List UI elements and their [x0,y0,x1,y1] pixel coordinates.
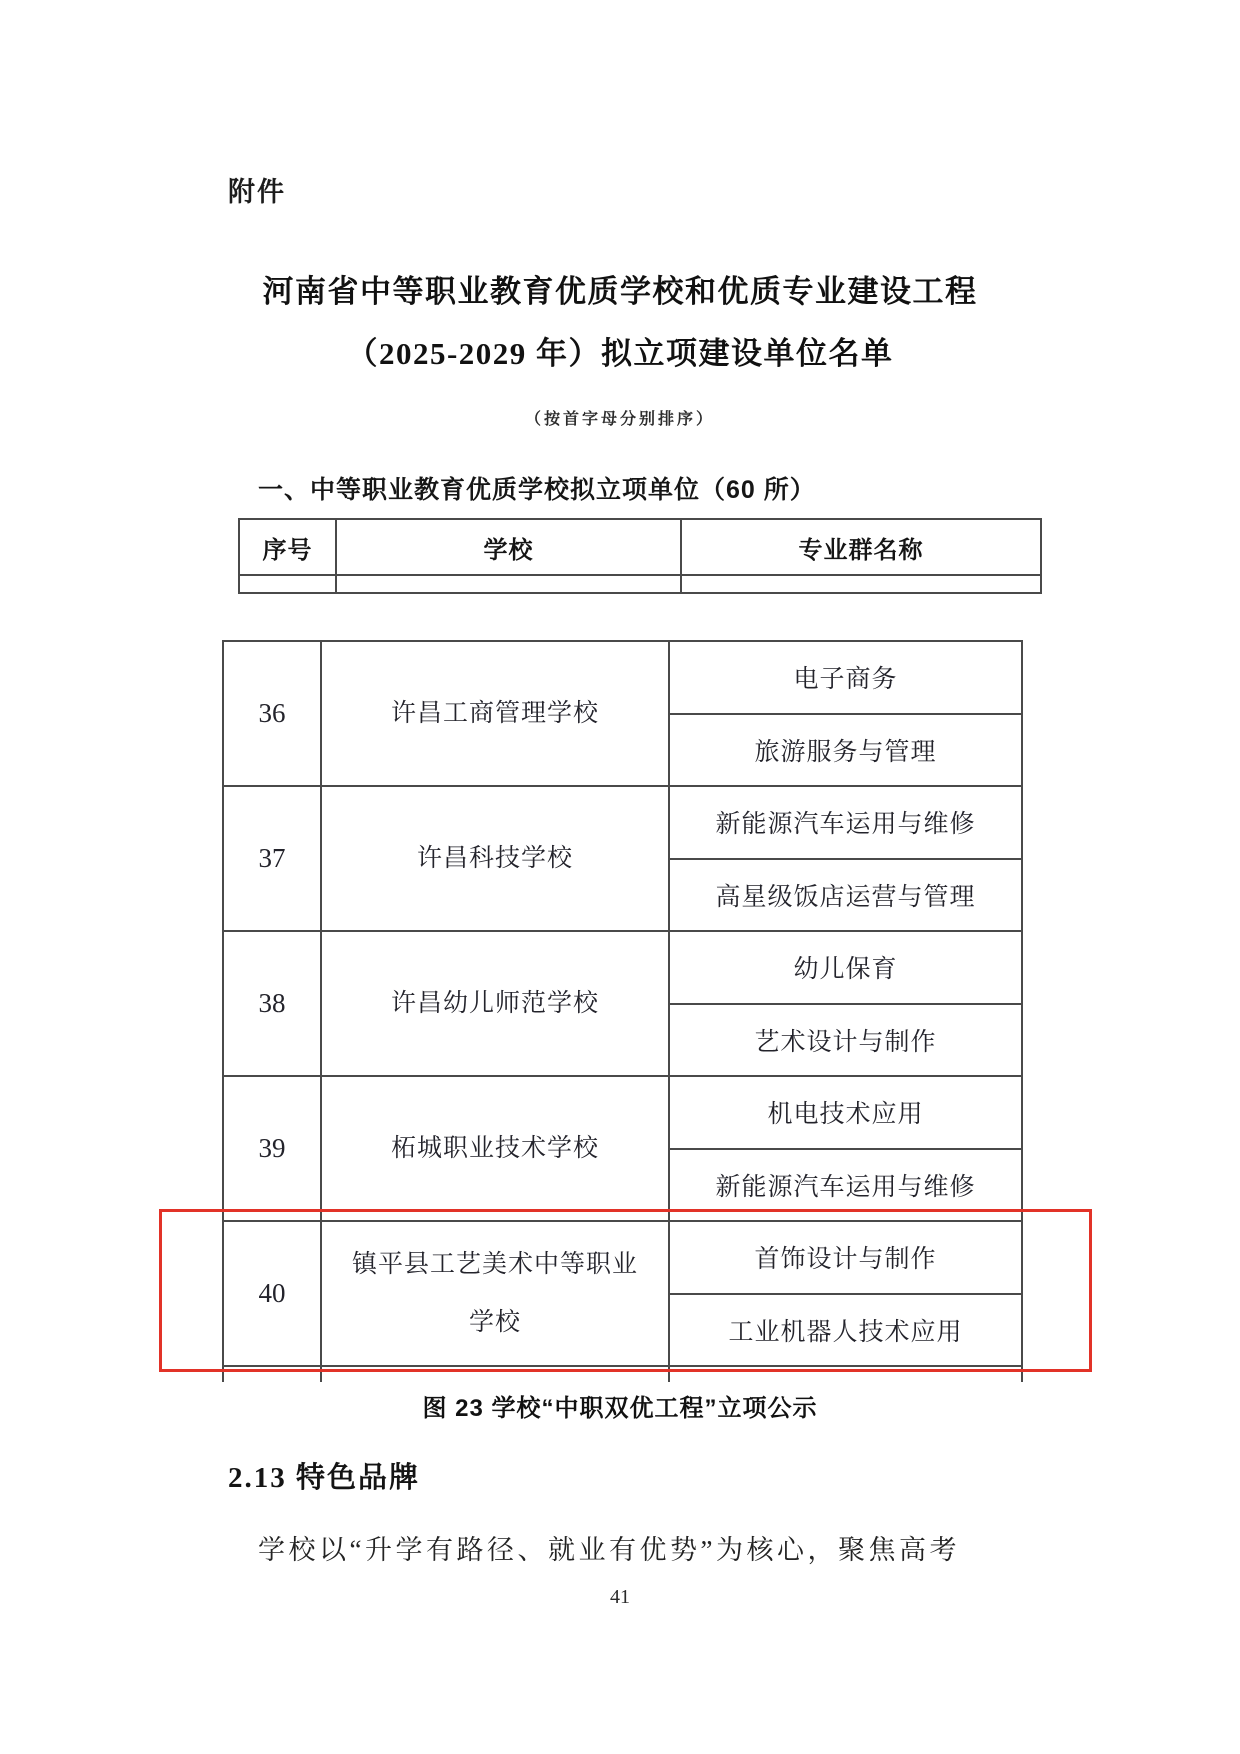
cell-school: 许昌幼儿师范学校 [322,932,670,1075]
figure-caption: 图 23 学校“中职双优工程”立项公示 [422,1395,818,1422]
cell-school: 镇平县工艺美术中等职业学校 [322,1222,670,1365]
subsection-heading: 2.13 特色品牌 [228,1462,421,1494]
table-row [224,1077,1021,1222]
group-item: 高星级饭店运营与管理 [715,883,976,911]
group-item: 旅游服务与管理 [754,738,937,766]
group-item: 幼儿保育 [670,932,1021,1005]
header-table [238,518,1042,594]
cell-school: 许昌科技学校 [322,787,670,930]
table-row [224,787,1021,932]
header-stub-row [240,574,1040,594]
group-item: 电子商务 [670,642,1021,715]
group-item: 工业机器人技术应用 [728,1318,963,1346]
doc-title-line1: 河南省中等职业教育优质学校和优质专业建设工程 [262,274,978,309]
cell-groups [670,932,1021,1075]
cell-groups [670,642,1021,785]
table-stub-row [224,1367,1021,1382]
cell-no: 37 [224,787,322,930]
group-item: 新能源汽车运用与维修 [715,1173,976,1201]
cell-no: 38 [224,932,322,1075]
cell-groups [670,787,1021,930]
header-row [240,520,1040,574]
cell-school: 柘城职业技术学校 [322,1077,670,1220]
page-number: 41 [610,1586,630,1608]
table-row [224,642,1021,787]
section-heading: 一、中等职业教育优质学校拟立项单位（60 所） [258,476,816,504]
cell-school: 许昌工商管理学校 [322,642,670,785]
cell-no: 40 [224,1222,322,1365]
header-cell-school: 学校 [337,520,682,574]
body-paragraph: 学校以“升学有路径、就业有优势”为核心，聚焦高考 [258,1535,960,1565]
cell-no: 36 [224,642,322,785]
cell-no: 39 [224,1077,322,1220]
cell-groups [670,1077,1021,1220]
doc-title-line2: （2025-2029 年）拟立项建设单位名单 [346,336,894,371]
group-item: 机电技术应用 [670,1077,1021,1150]
group-item: 艺术设计与制作 [754,1028,937,1056]
cell-groups [670,1222,1021,1365]
attachment-label: 附件 [228,177,286,207]
sort-note: （按首字母分别排序） [524,411,715,428]
group-item: 首饰设计与制作 [670,1222,1021,1295]
data-table [222,640,1023,1382]
group-item: 新能源汽车运用与维修 [670,787,1021,860]
table-row [224,932,1021,1077]
table-row-highlighted [224,1222,1021,1367]
header-cell-no: 序号 [240,520,337,574]
header-cell-group: 专业群名称 [798,536,924,564]
